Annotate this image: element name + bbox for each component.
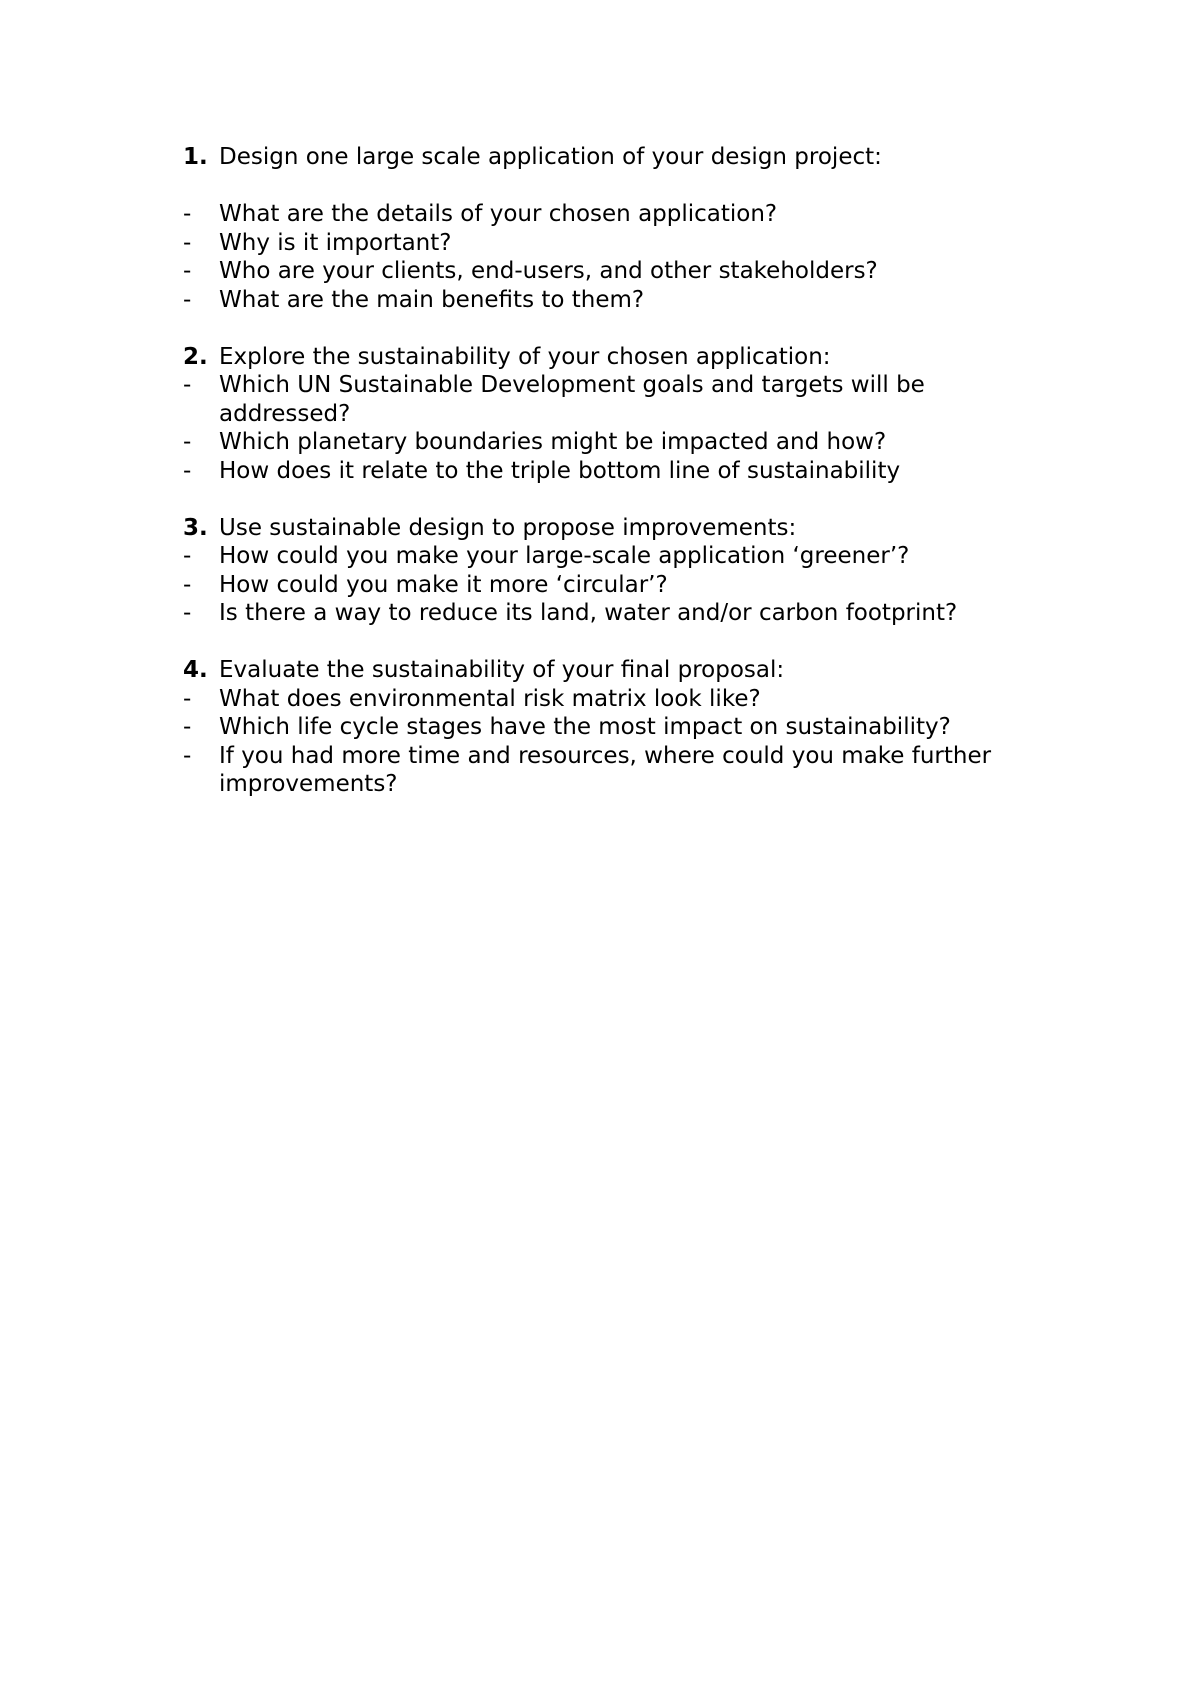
bullet-dash: -	[183, 600, 192, 626]
question-text: What are the main benefits to them?	[219, 286, 645, 313]
section-title: Evaluate the sustainability of your final proposal:	[219, 657, 785, 683]
question-text: How does it relate to the triple bottom line of sustainability	[219, 457, 901, 484]
section-title: Use sustainable design to propose improvements:	[219, 514, 797, 541]
question-item	[183, 257, 1063, 286]
section-3	[183, 514, 1063, 628]
section-4	[183, 656, 1063, 799]
question-item	[183, 742, 1063, 799]
question-text: Which life cycle stages have the most impact on sustainability?	[219, 714, 951, 740]
section-number: 3.	[183, 514, 208, 541]
question-item	[183, 571, 1063, 600]
section-title: Explore the sustainability of your chosen application:	[219, 343, 831, 370]
question-item	[183, 457, 1063, 486]
question-text: What does environmental risk matrix look like?	[219, 685, 761, 712]
question-text: What are the details of your chosen application?	[219, 201, 778, 227]
section-heading	[183, 343, 1063, 372]
section-heading	[183, 143, 1063, 172]
section-number: 4.	[183, 657, 208, 683]
question-text: How could you make it more ‘circular’?	[219, 571, 668, 598]
section-number: 1.	[183, 144, 208, 170]
question-item	[183, 713, 1063, 742]
section-heading	[183, 656, 1063, 685]
bullet-dash: -	[183, 571, 192, 598]
bullet-dash: -	[183, 201, 192, 227]
question-text: Who are your clients, end-users, and other stakeholders?	[219, 258, 878, 284]
question-item	[183, 685, 1063, 714]
question-text: Why is it important?	[219, 229, 452, 256]
bullet-dash: -	[183, 286, 192, 313]
question-text: Is there a way to reduce its land, water and/or carbon footprint?	[219, 600, 958, 626]
document-body	[183, 143, 1063, 827]
question-item	[183, 542, 1063, 571]
section-1	[183, 143, 1063, 314]
question-item	[183, 599, 1063, 628]
bullet-dash: -	[183, 258, 192, 284]
question-text: How could you make your large-scale application ‘greener’?	[219, 543, 910, 569]
bullet-dash: -	[183, 457, 192, 484]
bullet-dash: -	[183, 429, 192, 455]
question-text: Which planetary boundaries might be impacted and how?	[219, 429, 887, 455]
bullet-dash: -	[183, 543, 192, 569]
question-text: If you had more time and resources, where could you make further improvements?	[219, 742, 992, 797]
question-item	[183, 371, 1063, 428]
bullet-dash: -	[183, 714, 192, 740]
section-2	[183, 343, 1063, 486]
bullet-dash: -	[183, 742, 192, 769]
bullet-dash: -	[183, 372, 192, 398]
bullet-dash: -	[183, 685, 192, 712]
question-item	[183, 286, 1063, 315]
section-heading	[183, 514, 1063, 543]
question-item	[183, 229, 1063, 258]
section-number: 2.	[183, 343, 208, 370]
question-item	[183, 200, 1063, 229]
bullet-dash: -	[183, 229, 192, 256]
question-item	[183, 428, 1063, 457]
question-text: Which UN Sustainable Development goals and targets will be addressed?	[219, 372, 925, 427]
section-title: Design one large scale application of your design project:	[219, 144, 882, 170]
